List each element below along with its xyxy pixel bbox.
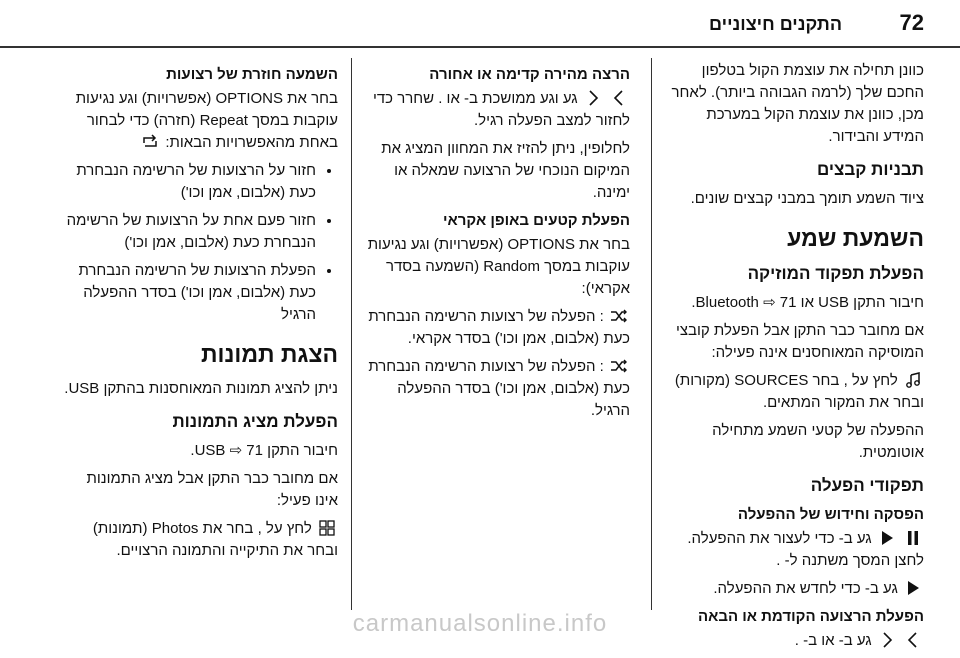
paragraph-pause: גע ב- כדי לעצור את ההפעלה. לחצן המסך משתנה ל- . <box>687 530 924 569</box>
heading-repeat: השמעה חוזרת של רצועות <box>166 66 338 83</box>
grid-icon <box>318 520 336 536</box>
paragraph-repeat-intro: בחר את OPTIONS (אפשרויות) וגע נגיעות עוקבות במסך Repeat (חזרה) כדי לבחור באחת מהאפשרויות הבאות: <box>75 90 338 151</box>
pause-icon <box>904 530 922 546</box>
chevron-left-icon <box>610 90 628 106</box>
watermark: carmanualsonline.info <box>352 610 608 637</box>
page-header <box>0 0 960 44</box>
paragraph-random-off: : הפעלה של רצועות הרשימה הנבחרת כעת (אלבום, אמן וכו') בסדר ההפעלה הרגיל. <box>368 358 630 419</box>
paragraph-photo-inactive: אם מחובר כבר התקן אבל מציג התמונות אינו פעיל: <box>86 470 338 509</box>
play-icon <box>904 580 922 596</box>
list-item: • חזור על הרצועות של הרשימה הנבחרת כעת (אלבום, אמן וכו') <box>62 160 316 204</box>
paragraph-photo-select: לחץ על , בחר את Photos (תמונות) ובחר את התיקייה והתמונה הרצויים. <box>92 520 338 559</box>
paragraph-random-on: : הפעלה של רצועות הרשימה הנבחרת כעת (אלבום, אמן וכו') בסדר אקראי. <box>368 308 630 347</box>
heading-play-functions: תפקודי הפעלה <box>810 476 924 495</box>
list-item: • חזור פעם אחת על הרצועות של הרשימה הנבחרת כעת (אלבום, אמן וכו') <box>62 210 316 254</box>
paragraph-photo-connect: חיבור התקן USB ⇨ 71. <box>190 442 338 459</box>
paragraph-prev-next: גע ב- או ב- . <box>662 630 924 652</box>
column-divider-left <box>351 58 352 610</box>
heading-photo-viewer: הפעלת מציג התמונות <box>172 412 338 431</box>
column-left <box>62 60 338 568</box>
music-note-icon <box>904 372 922 388</box>
heading-fast-seek: הרצה מהירה קדימה או אחורה <box>429 66 630 83</box>
heading-start-music: הפעלת תפקוד המוזיקה <box>747 264 924 283</box>
repeat-on-icon <box>141 134 159 150</box>
paragraph-random-intro: בחר את OPTIONS (אפשרויות) וגע נגיעות עוקבות במסך Random (השמעה בסדר אקראי): <box>367 236 630 297</box>
heading-audio-playback: השמעת שמע <box>787 225 924 251</box>
paragraph-auto-start: ההפעלה של קטעי השמע מתחילה אוטומטית. <box>712 422 924 461</box>
heading-pause-resume: הפסקה וחידוש של ההפעלה <box>737 506 924 523</box>
chevron-right-icon <box>584 90 602 106</box>
paragraph-photos: ניתן להציג תמונות המאוחסנות בהתקן USB. <box>64 380 338 397</box>
list-item: • הפעלת הרצועות של הרשימה הנבחרת כעת (אלבום, אמן וכו') בסדר ההפעלה הרגיל <box>62 260 316 326</box>
heading-random: הפעלת קטעים באופן אקראי <box>443 212 630 229</box>
paragraph-seek-slider: לחלופין, ניתן להזיז את המחוון המציג את המיקום הנוכחי של הרצועה שמאלה או ימינה. <box>381 140 630 201</box>
column-middle <box>364 60 630 428</box>
heading-file-formats: תבניות קבצים <box>817 160 924 179</box>
paragraph-inactive: אם מחובר כבר התקן אבל הפעלת קובצי המוסיקה המאוחסנים אינה פעילה: <box>675 322 924 361</box>
intro-paragraph: כוונן תחילה את עוצמת הקול בטלפון החכם שלך (לרמה הגבוהה ביותר). לאחר מכן, כוונן את עוצמת הקול במערכת המידע והבידור. <box>671 62 924 145</box>
shuffle-on-icon <box>610 308 628 324</box>
paragraph-connect: חיבור התקן USB או Bluetooth ⇨ 71. <box>691 294 924 311</box>
chapter-title: התקנים חיצוניים <box>709 14 842 34</box>
paragraph-sources: לחץ על , בחר SOURCES (מקורות) ובחר את המקור המתאים. <box>674 372 924 411</box>
paragraph-file-formats: ציוד השמע תומך במבני קבצים שונים. <box>690 190 924 207</box>
header-rule <box>0 46 960 48</box>
column-right <box>662 60 924 658</box>
shuffle-off-icon <box>610 358 628 374</box>
heading-photos: הצגת תמונות <box>201 341 338 367</box>
play-icon <box>878 530 896 546</box>
heading-prev-next: הפעלת הרצועה הקודמת או הבאה <box>697 608 924 625</box>
repeat-options-list <box>62 160 338 326</box>
paragraph-resume: גע ב- כדי לחדש את ההפעלה. <box>662 578 924 600</box>
page-number: 72 <box>899 10 924 35</box>
column-divider-right <box>651 58 652 610</box>
paragraph-seek-touch: גע וגע ממושכת ב- או . שחרר כדי לחזור למצב הפעלה רגיל. <box>372 90 630 129</box>
